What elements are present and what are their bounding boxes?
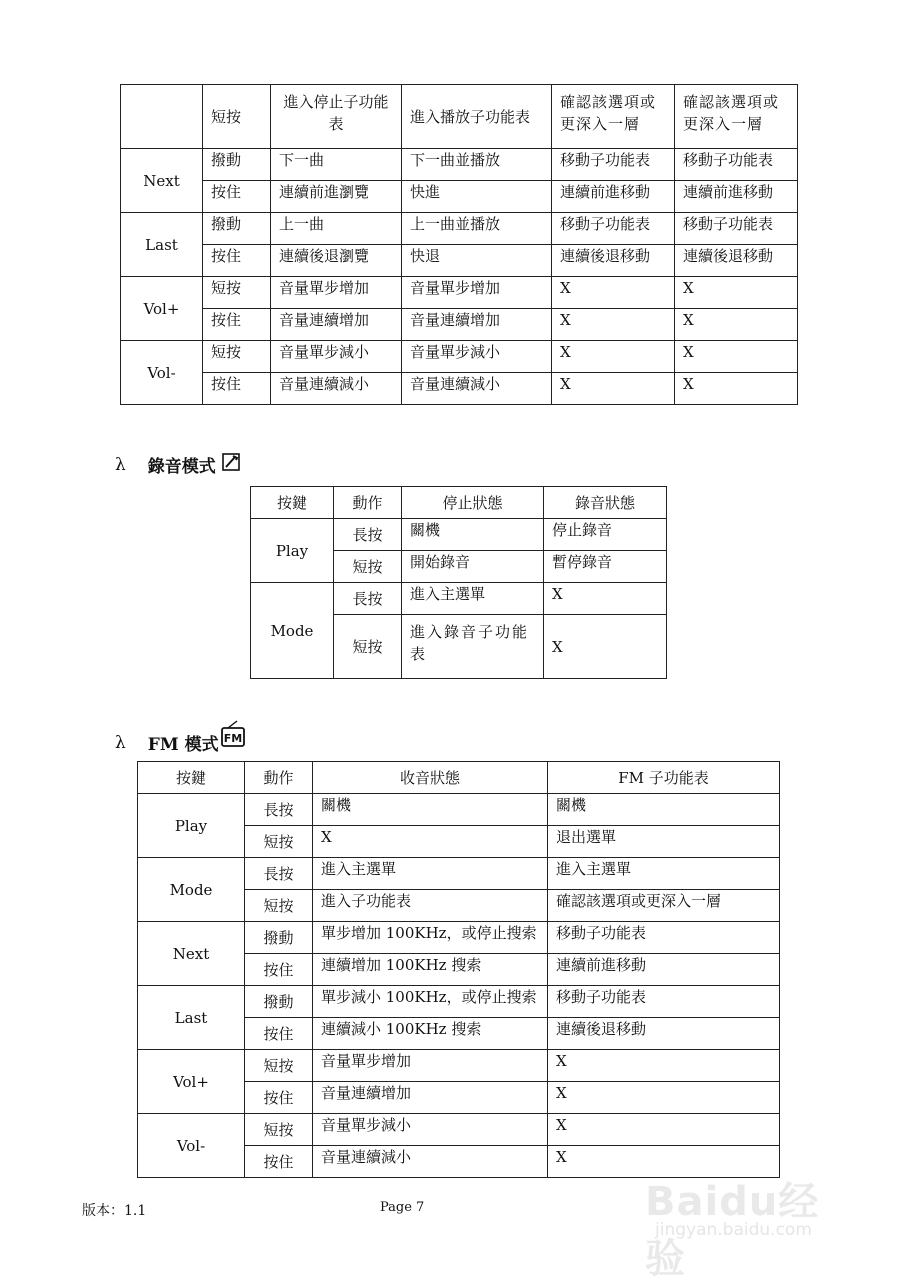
table-cell: 上一曲並播放 (402, 213, 552, 245)
fm-mode-heading (115, 726, 245, 759)
watermark-logo: Baidu经验 (645, 1179, 820, 1282)
table-cell: 連續減小 100KHz 搜索 (313, 1018, 548, 1050)
key-cell: Play (138, 794, 245, 858)
footer-version: 版本：1.1 (82, 1203, 147, 1219)
table-cell: X (675, 277, 798, 309)
table-cell: 長按 (245, 794, 313, 826)
table-cell: 下一曲 (271, 149, 402, 181)
table-cell: 短按 (203, 277, 271, 309)
header-cell: 確認該選項或更深入一層 (552, 85, 675, 149)
section-title: 錄音模式 (147, 457, 216, 477)
table-cell: 短按 (334, 551, 402, 583)
table-cell: 連續後退瀏覽 (271, 245, 402, 277)
header-cell: 按鍵 (251, 487, 334, 519)
table-cell: 快進 (402, 181, 552, 213)
table-row (138, 858, 780, 890)
key-cell: Last (138, 986, 245, 1050)
table-cell: 短按 (245, 890, 313, 922)
key-cell: Next (121, 149, 203, 213)
table-cell: 連續前進移動 (552, 181, 675, 213)
table-row (121, 341, 798, 373)
record-mode-icon (222, 453, 240, 476)
table-row (138, 794, 780, 826)
table-cell: 連續前進移動 (675, 181, 798, 213)
table-cell: 短按 (245, 1114, 313, 1146)
table-row (251, 519, 667, 551)
header-cell: 短按 (203, 85, 271, 149)
table-row (138, 1114, 780, 1146)
key-cell: Vol- (138, 1114, 245, 1178)
table-cell: 連續前進瀏覽 (271, 181, 402, 213)
table-cell: X (544, 583, 667, 615)
table-cell: 撥動 (245, 922, 313, 954)
table-cell: 音量連續增加 (402, 309, 552, 341)
table-row (121, 181, 798, 213)
table-cell: 關機 (402, 519, 544, 551)
table-cell: X (548, 1114, 780, 1146)
table-cell: 確認該選項或更深入一層 (548, 890, 780, 922)
watermark (645, 1150, 845, 1282)
table-cell: 音量連續增加 (271, 309, 402, 341)
table-cell: 連續前進移動 (548, 954, 780, 986)
table-cell: 按住 (245, 1082, 313, 1114)
watermark-url: jingyan.baidu.com (655, 1220, 812, 1240)
table-row (121, 213, 798, 245)
key-cell: Next (138, 922, 245, 986)
table-cell: 音量單步減小 (402, 341, 552, 373)
header-cell: 按鍵 (138, 762, 245, 794)
table-cell: X (552, 309, 675, 341)
table-cell: 開始錄音 (402, 551, 544, 583)
fm-mode-table (137, 761, 780, 1178)
fm-radio-icon (221, 720, 245, 753)
section-title: FM 模式 (147, 735, 219, 755)
header-cell: FM 子功能表 (548, 762, 780, 794)
table-cell: 進入子功能表 (313, 890, 548, 922)
table-cell: 移動子功能表 (552, 213, 675, 245)
table-header-row (138, 762, 780, 794)
table-cell: X (548, 1146, 780, 1178)
header-cell: 動作 (245, 762, 313, 794)
header-cell: 進入停止子功能表 (271, 85, 402, 149)
table-cell: X (552, 373, 675, 405)
header-cell: 確認該選項或更深入一層 (675, 85, 798, 149)
key-cell: Vol- (121, 341, 203, 405)
header-cell: 錄音狀態 (544, 487, 667, 519)
table-cell: 按住 (245, 1146, 313, 1178)
table-cell: 連續增加 100KHz 搜索 (313, 954, 548, 986)
button-function-table-top (120, 84, 798, 405)
bullet-symbol: λ (115, 732, 126, 753)
table-header-row (251, 487, 667, 519)
table-row (251, 583, 667, 615)
table-row (121, 277, 798, 309)
table-cell: X (544, 615, 667, 679)
table-row (138, 922, 780, 954)
table-cell: 長按 (334, 519, 402, 551)
table-cell: 音量連續減小 (271, 373, 402, 405)
table-cell: 音量連續增加 (313, 1082, 548, 1114)
table-cell: 關機 (313, 794, 548, 826)
table-cell: 單步增加 100KHz，或停止搜索 (313, 922, 548, 954)
table-cell: 按住 (245, 954, 313, 986)
header-cell: 收音狀態 (313, 762, 548, 794)
table-cell: 單步減小 100KHz，或停止搜索 (313, 986, 548, 1018)
key-cell: Mode (138, 858, 245, 922)
key-cell: Vol+ (138, 1050, 245, 1114)
table-cell: 音量單步增加 (402, 277, 552, 309)
table-cell: 移動子功能表 (548, 922, 780, 954)
table-cell: 按住 (203, 245, 271, 277)
table-cell: 音量單步減小 (271, 341, 402, 373)
header-cell (121, 85, 203, 149)
table-header-row (121, 85, 798, 149)
table-row (121, 309, 798, 341)
table-cell: 音量連續減小 (402, 373, 552, 405)
header-cell: 進入播放子功能表 (402, 85, 552, 149)
table-cell: X (675, 341, 798, 373)
table-cell: X (552, 341, 675, 373)
table-cell: 移動子功能表 (675, 213, 798, 245)
table-cell: X (552, 277, 675, 309)
table-cell: 音量單步增加 (313, 1050, 548, 1082)
fm-icon-label: FM (223, 732, 242, 745)
table-cell: 移動子功能表 (675, 149, 798, 181)
header-cell: 動作 (334, 487, 402, 519)
table-cell: 連續後退移動 (548, 1018, 780, 1050)
table-cell: 撥動 (245, 986, 313, 1018)
table-cell: 連續後退移動 (675, 245, 798, 277)
table-cell: 長按 (245, 858, 313, 890)
table-cell: 進入錄音子功能表 (402, 615, 544, 679)
table-cell: 移動子功能表 (552, 149, 675, 181)
table-row (121, 149, 798, 181)
key-cell: Mode (251, 583, 334, 679)
table-cell: 進入主選單 (313, 858, 548, 890)
table-cell: 關機 (548, 794, 780, 826)
table-cell: 音量連續減小 (313, 1146, 548, 1178)
table-cell: 停止錄音 (544, 519, 667, 551)
table-cell: 短按 (245, 1050, 313, 1082)
table-cell: X (313, 826, 548, 858)
table-cell: 連續後退移動 (552, 245, 675, 277)
table-cell: 撥動 (203, 213, 271, 245)
table-cell: 音量單步減小 (313, 1114, 548, 1146)
key-cell: Last (121, 213, 203, 277)
table-cell: 退出選單 (548, 826, 780, 858)
table-cell: 音量單步增加 (271, 277, 402, 309)
table-cell: 撥動 (203, 149, 271, 181)
table-cell: 長按 (334, 583, 402, 615)
table-cell: 快退 (402, 245, 552, 277)
table-row (138, 1050, 780, 1082)
table-cell: X (548, 1050, 780, 1082)
table-cell: 短按 (203, 341, 271, 373)
table-cell: 進入主選單 (402, 583, 544, 615)
footer-page-number: Page 7 (380, 1200, 425, 1215)
header-cell: 停止狀態 (402, 487, 544, 519)
table-cell: 進入主選單 (548, 858, 780, 890)
table-cell: 按住 (203, 373, 271, 405)
table-row (121, 245, 798, 277)
bullet-symbol: λ (115, 454, 126, 475)
table-cell: 下一曲並播放 (402, 149, 552, 181)
table-row (121, 373, 798, 405)
table-cell: 短按 (334, 615, 402, 679)
key-cell: Vol+ (121, 277, 203, 341)
table-cell: X (548, 1082, 780, 1114)
table-row (138, 986, 780, 1018)
record-mode-table (250, 486, 667, 679)
table-cell: 按住 (203, 181, 271, 213)
key-cell: Play (251, 519, 334, 583)
table-cell: 按住 (203, 309, 271, 341)
table-cell: 移動子功能表 (548, 986, 780, 1018)
record-mode-heading (115, 452, 240, 477)
table-cell: X (675, 309, 798, 341)
table-cell: 暫停錄音 (544, 551, 667, 583)
table-cell: 上一曲 (271, 213, 402, 245)
table-cell: 按住 (245, 1018, 313, 1050)
table-cell: X (675, 373, 798, 405)
table-cell: 短按 (245, 826, 313, 858)
